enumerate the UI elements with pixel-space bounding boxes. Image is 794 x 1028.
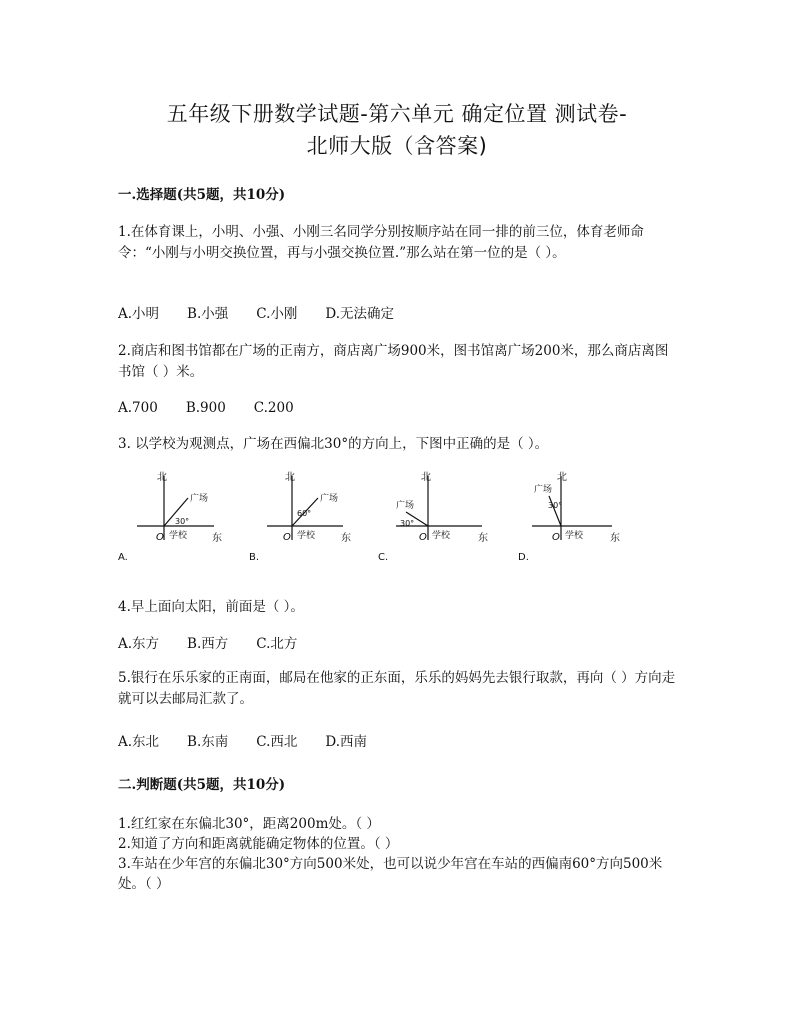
- q4-option-b[interactable]: B.西方: [187, 636, 229, 652]
- angle-label: 30°: [175, 517, 190, 526]
- east-label: 东: [341, 533, 351, 544]
- north-label: 北: [421, 472, 431, 483]
- panel-c: [378, 471, 488, 563]
- school-label: 学校: [565, 531, 584, 541]
- angle-label: 30°: [548, 501, 563, 510]
- judgment-item-3: 3.车站在少年宫的东偏北30°方向500米处，也可以说少年宫在车站的西偏南60°方向500米处。（ ）: [118, 856, 663, 892]
- origin-label: O: [156, 532, 164, 543]
- origin-label: O: [283, 532, 291, 543]
- square-label: 广场: [534, 485, 553, 495]
- question-3-text: 3. 以学校为观测点，广场在西偏北30°的方向上，下图中正确的是（ ）。: [118, 436, 549, 452]
- school-label: 学校: [432, 531, 451, 541]
- option-label: C.: [378, 552, 389, 563]
- q5-option-a[interactable]: A.东北: [118, 734, 160, 750]
- section-heading-judgment: 二.判断题(共5题，共10分): [118, 777, 286, 793]
- option-label: D.: [518, 552, 529, 563]
- q1-option-b[interactable]: B.小强: [187, 306, 229, 322]
- east-label: 东: [610, 533, 620, 544]
- school-label: 学校: [297, 531, 316, 541]
- panel-d: [518, 471, 620, 563]
- panel-a: [118, 471, 222, 563]
- question-5-text: 5.银行在乐乐家的正南面，邮局在他家的正东面，乐乐的妈妈先去银行取款，再向（ ）方向走就可以去邮局汇款了。: [118, 670, 676, 707]
- question-2-options: [118, 400, 322, 416]
- q5-option-c[interactable]: C.西北: [256, 734, 298, 750]
- q4-option-a[interactable]: A.东方: [118, 636, 160, 652]
- q2-option-b[interactable]: B.900: [185, 400, 226, 416]
- angle-label: 30°: [400, 519, 415, 528]
- square-label: 广场: [190, 494, 209, 504]
- question-4-text: 4.早上面向太阳，前面是（ ）。: [118, 599, 304, 615]
- q1-option-a[interactable]: A.小明: [118, 306, 160, 322]
- section-heading-choice: 一.选择题(共5题，共10分): [118, 187, 286, 203]
- q1-option-c[interactable]: C.小刚: [256, 306, 298, 322]
- compass-diagrams: [112, 468, 632, 568]
- q2-option-c[interactable]: C.200: [253, 400, 294, 416]
- question-1-options: [118, 302, 422, 322]
- page-title: 五年级下册数学试题-第六单元 确定位置 测试卷-: [166, 102, 628, 126]
- question-4-options: [118, 632, 325, 652]
- option-label: A.: [118, 552, 128, 563]
- q2-option-a[interactable]: A.700: [118, 400, 158, 416]
- q1-option-d[interactable]: D.无法确定: [325, 306, 395, 322]
- panel-b: [249, 471, 351, 563]
- angle-label: 60°: [297, 509, 312, 518]
- question-3-figure: [112, 468, 632, 568]
- q5-option-b[interactable]: B.东南: [187, 734, 229, 750]
- page-subtitle: 北师大版（含答案): [306, 134, 488, 158]
- origin-label: O: [552, 532, 560, 543]
- question-1-text: 1.在体育课上，小明、小强、小刚三名同学分别按顺序站在同一排的前三位，体育老师命令：“小刚与小明交换位置，再与小强交换位置.”那么站在第一位的是（ ）。: [118, 224, 644, 261]
- option-label: B.: [249, 552, 260, 563]
- question-2-text: 2.商店和图书馆都在广场的正南方，商店离广场900米，图书馆离广场200米，那么商店离图书馆（ ）米。: [118, 343, 669, 380]
- school-label: 学校: [169, 531, 188, 541]
- origin-label: O: [419, 532, 427, 543]
- judgment-list: [118, 814, 678, 894]
- judgment-item-1: 1.红红家在东偏北30°，距离200m处。（ ）: [118, 816, 380, 832]
- square-label: 广场: [396, 501, 415, 511]
- east-label: 东: [478, 533, 488, 544]
- square-label: 广场: [320, 494, 339, 504]
- q5-option-d[interactable]: D.西南: [325, 734, 368, 750]
- judgment-item-2: 2.知道了方向和距离就能确定物体的位置。（ ）: [118, 836, 399, 852]
- east-label: 东: [212, 533, 222, 544]
- q4-option-c[interactable]: C.北方: [256, 636, 298, 652]
- question-5-options: [118, 730, 395, 750]
- north-label: 北: [557, 472, 567, 483]
- north-label: 北: [157, 472, 167, 483]
- north-label: 北: [285, 472, 295, 483]
